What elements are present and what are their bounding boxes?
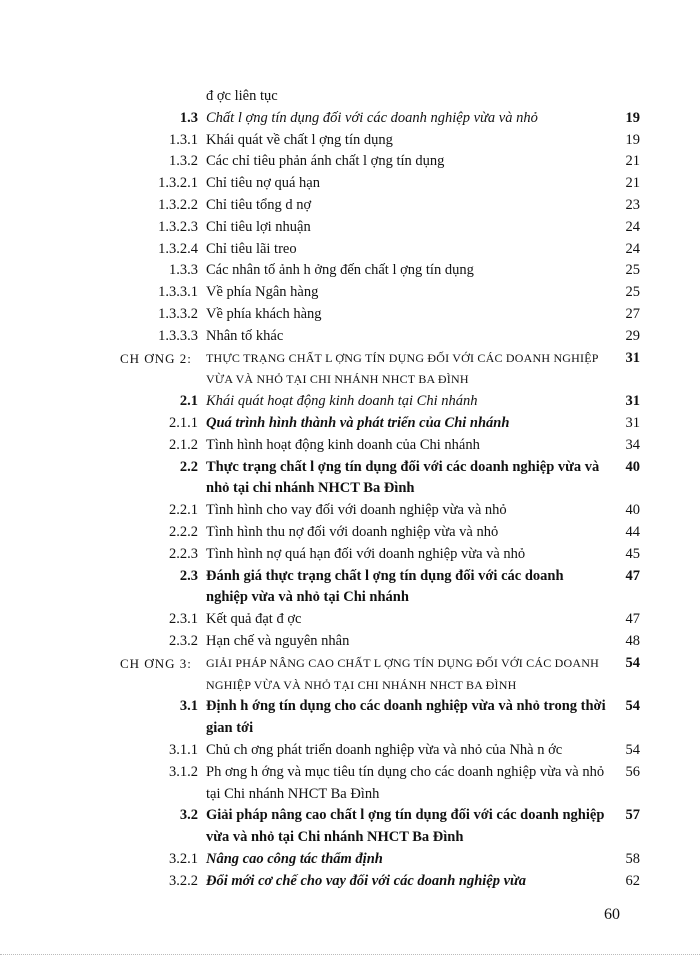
- toc-entry-number: 1.3.3: [169, 262, 198, 279]
- page-bottom-divider: [0, 954, 700, 955]
- toc-entry: [120, 304, 640, 326]
- toc-entry-page: 56: [625, 763, 640, 780]
- toc-entry: [120, 326, 640, 348]
- toc-entry-page: 21: [625, 175, 640, 192]
- toc-entry-page: 24: [625, 218, 640, 235]
- toc-entry: [120, 173, 640, 195]
- toc-entry-page: 23: [625, 196, 640, 213]
- toc-entry-page: 31: [625, 393, 640, 410]
- toc-entry-page: 29: [625, 327, 640, 344]
- toc-entry-title: Ph ơng h ớng và mục tiêu tín dụng cho các doanh nghiệp vừa và nhỏ tại Chi nhánh NHCT Ba Đình: [206, 763, 605, 802]
- toc-entry-title: Chủ ch ơng phát triển doanh nghiệp vừa và nhỏ của Nhà n ớc: [206, 741, 563, 758]
- toc-entry: [120, 348, 640, 392]
- toc-entry-number: 1.3.3.1: [158, 284, 198, 301]
- toc-entry: [120, 522, 640, 544]
- toc-entry-title: Định h ớng tín dụng cho các doanh nghiệp vừa và nhỏ trong thời gian tới: [206, 698, 606, 737]
- toc-entry-number: CH ƠNG 3:: [120, 655, 192, 671]
- toc-entry-page: 62: [625, 872, 640, 889]
- toc-entry-title: Đánh giá thực trạng chất l ợng tín dụng đối với các doanh nghiệp vừa và nhỏ tại Chi nhánh: [206, 567, 564, 606]
- toc-entry-page: [606, 86, 640, 108]
- toc-entry: [120, 653, 640, 697]
- toc-entry-number: 1.3.2.4: [158, 240, 198, 257]
- toc-entry-page: 44: [625, 523, 640, 540]
- toc-entry-number: 2.1.1: [169, 414, 198, 431]
- toc-entry-title: Về phía Ngân hàng: [206, 284, 319, 301]
- toc-entry: [120, 762, 640, 806]
- toc-entry-title: Khái quát về chất l ợng tín dụng: [206, 131, 393, 148]
- toc-entry-number: 2.1.2: [169, 436, 198, 453]
- toc-entry-page: 21: [625, 153, 640, 170]
- toc-entry-number: [120, 86, 206, 108]
- toc-entry-title: Khái quát hoạt động kinh doanh tại Chi nhánh: [206, 393, 478, 410]
- toc-entry: [120, 282, 640, 304]
- toc-entry-page: 45: [625, 545, 640, 562]
- toc-entry: [120, 609, 640, 631]
- toc-entry: [120, 108, 640, 130]
- toc-entry-number: 2.1: [179, 393, 198, 410]
- toc-entry-page: 24: [625, 240, 640, 257]
- toc-entry-number: 1.3.2.1: [158, 175, 198, 192]
- toc-entry-page: 27: [625, 305, 640, 322]
- toc-entry-title: THỰC TRẠNG CHẤT L ỢNG TÍN DỤNG ĐỐI VỚI CÁC DOANH NGHIỆP VỪA VÀ NHỎ TẠI CHI NHÁNH NHCT BA ĐÌNH: [206, 350, 599, 387]
- toc-entry-title: Chỉ tiêu lãi treo: [206, 240, 297, 257]
- toc-entry: [120, 130, 640, 152]
- toc-entry: [120, 696, 640, 740]
- toc-entry-number: 1.3: [179, 109, 198, 126]
- toc-entry-page: 48: [625, 632, 640, 649]
- toc-entry-number: 3.1.2: [169, 763, 198, 780]
- toc-entry-title: Về phía khách hàng: [206, 305, 322, 322]
- toc-entry-title: Tình hình cho vay đối với doanh nghiệp vừa và nhỏ: [206, 502, 507, 519]
- toc-entry: [120, 413, 640, 435]
- toc-entry-page: 25: [625, 262, 640, 279]
- toc-entry: [120, 457, 640, 501]
- toc-entry-title: Quá trình hình thành và phát triển của Chi nhánh: [206, 414, 510, 431]
- toc-entry-title: Các nhân tố ảnh h ởng đến chất l ợng tín dụng: [206, 262, 474, 279]
- toc-entry-page: 47: [625, 567, 640, 584]
- toc-entry: [120, 566, 640, 610]
- toc-entry: [120, 544, 640, 566]
- toc-entry-page: 40: [625, 502, 640, 519]
- toc-entry: [120, 631, 640, 653]
- toc-entry: [120, 217, 640, 239]
- toc-entry-title: Các chỉ tiêu phản ánh chất l ợng tín dụng: [206, 153, 445, 170]
- toc-entry-title: Tình hình hoạt động kinh doanh của Chi nhánh: [206, 436, 480, 453]
- toc-entry-number: 3.2: [179, 807, 198, 824]
- toc-entry-number: 1.3.3.3: [158, 327, 198, 344]
- toc-entry-number: 2.3.1: [169, 611, 198, 628]
- toc-entry: [120, 86, 640, 108]
- toc-entry-title: Hạn chế và nguyên nhân: [206, 632, 350, 649]
- toc-entry-page: 19: [625, 131, 640, 148]
- toc-entry-title: Tình hình nợ quá hạn đối với doanh nghiệp vừa và nhỏ: [206, 545, 526, 562]
- toc-entry-page: 54: [625, 698, 640, 715]
- toc-entry-title: Chỉ tiêu tổng d nợ: [206, 196, 312, 213]
- toc-entry-number: 1.3.2.2: [158, 196, 198, 213]
- toc-entry-title: Đổi mới cơ chế cho vay đối với các doanh nghiệp vừa: [206, 872, 526, 889]
- toc-entry-page: 58: [625, 850, 640, 867]
- toc-entry-number: 2.2.2: [169, 523, 198, 540]
- page-number: 60: [604, 906, 620, 923]
- toc-entry: [120, 435, 640, 457]
- toc-entry-page: 19: [625, 109, 640, 126]
- toc-entry-title: Kết quả đạt đ ợc: [206, 611, 302, 628]
- toc-entry-page: 31: [625, 414, 640, 431]
- toc-entry-title: GIẢI PHÁP NÂNG CAO CHẤT L ỢNG TÍN DỤNG ĐỐI VỚI CÁC DOANH NGHIỆP VỪA VÀ NHỎ TẠI CHI NHÁNH NHCT BA ĐÌNH: [206, 655, 599, 692]
- toc-entry-number: 2.2: [179, 458, 198, 475]
- toc-entry-title: Thực trạng chất l ợng tín dụng đối với các doanh nghiệp vừa và nhỏ tại chi nhánh NHCT Ba Đình: [206, 458, 600, 497]
- toc-entry-title: Chất l ợng tín dụng đối với các doanh nghiệp vừa và nhỏ: [206, 109, 538, 126]
- toc-entry-title: đ ợc liên tục: [206, 88, 278, 104]
- toc-entry-title: Giải pháp nâng cao chất l ợng tín dụng đối với các doanh nghiệp vừa và nhỏ tại Chi nhánh NHCT Ba Đình: [206, 807, 605, 846]
- toc-entry-number: 3.2.2: [169, 872, 198, 889]
- toc-entry-page: 54: [625, 741, 640, 758]
- toc-entry-number: 2.3: [179, 567, 198, 584]
- toc-entry-page: 25: [625, 284, 640, 301]
- toc-entry: [120, 151, 640, 173]
- toc-entry: [120, 260, 640, 282]
- toc-entry: [120, 805, 640, 849]
- toc-entry-number: 1.3.2.3: [158, 218, 198, 235]
- toc-entry-number: 1.3.3.2: [158, 305, 198, 322]
- toc-entry: [120, 239, 640, 261]
- toc-entry: [120, 500, 640, 522]
- toc-entry-title: Tình hình thu nợ đối với doanh nghiệp vừa và nhỏ: [206, 523, 499, 540]
- toc-entry: [120, 195, 640, 217]
- toc-entry: [120, 391, 640, 413]
- table-of-contents: [120, 86, 640, 892]
- toc-entry-number: 2.3.2: [169, 632, 198, 649]
- toc-entry-number: CH ƠNG 2:: [120, 350, 192, 366]
- toc-entry-page: 34: [625, 436, 640, 453]
- toc-entry-number: 3.1: [179, 698, 198, 715]
- toc-entry-number: 1.3.1: [169, 131, 198, 148]
- toc-entry-page: 57: [625, 807, 640, 824]
- toc-entry-page: 54: [625, 654, 640, 671]
- toc-entry-title: Nâng cao công tác thẩm định: [206, 850, 383, 867]
- toc-entry-title: Chỉ tiêu nợ quá hạn: [206, 175, 320, 192]
- toc-entry-page: 47: [625, 611, 640, 628]
- toc-entry: [120, 740, 640, 762]
- toc-entry: [120, 849, 640, 871]
- toc-entry-number: 3.1.1: [169, 741, 198, 758]
- toc-entry-number: 2.2.3: [169, 545, 198, 562]
- toc-entry-number: 3.2.1: [169, 850, 198, 867]
- toc-entry-title: Nhân tố khác: [206, 327, 284, 344]
- toc-entry-title: Chỉ tiêu lợi nhuận: [206, 218, 311, 235]
- toc-entry-number: 1.3.2: [169, 153, 198, 170]
- toc-entry-number: 2.2.1: [169, 502, 198, 519]
- toc-entry-page: 40: [625, 458, 640, 475]
- toc-entry: [120, 871, 640, 893]
- toc-entry-page: 31: [625, 349, 640, 366]
